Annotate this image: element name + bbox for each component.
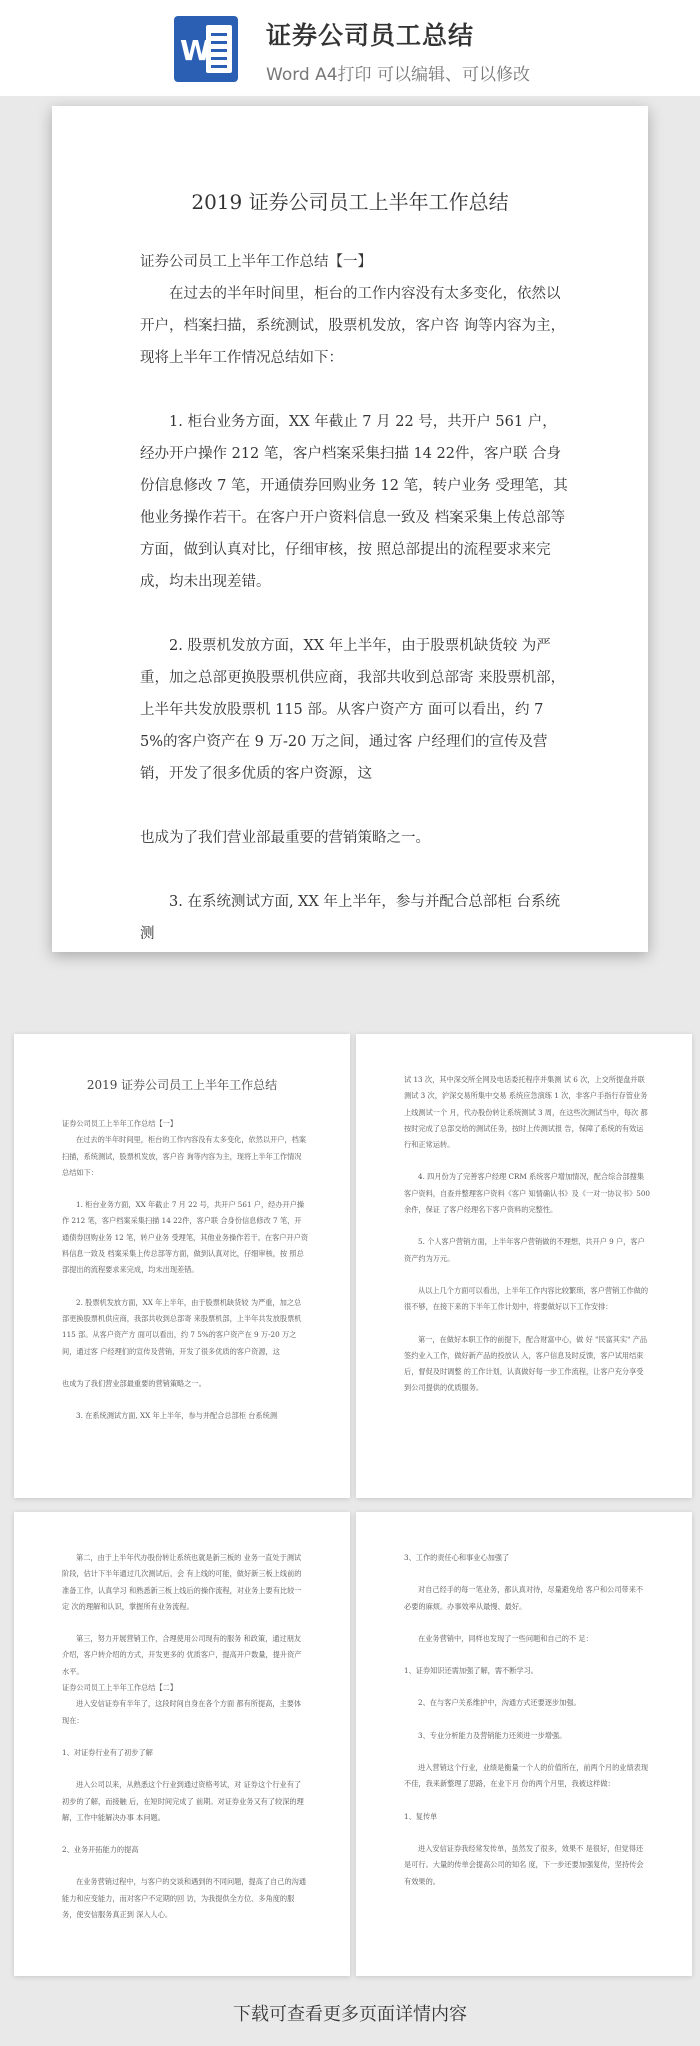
paragraph: 在过去的半年时间里，柜台的工作内容没有太多变化，依然以开户，档案扫描，系统测试，股票机发放，客户咨 询等内容为主，现将上半年工作情况总结如下： [140,286,566,366]
header-title: 证券公司员工总结 [266,21,475,50]
paragraph: 也成为了我们营业部最重要的营销策略之一。 [140,830,430,846]
document-preview-page [52,106,648,952]
thumbnail-body [404,1550,650,1890]
list-heading: 3、工作的责任心和事业心加强了 [404,1553,510,1562]
word-document-icon [174,16,238,82]
paragraph: 2. 股票机发放方面，XX 年上半年，由于股票机缺货较 为严重，加之总部更换股票机供应商，我部共收到总部寄 来股票机部，上半年共发放股票机 115 部。从客户资产方 面可以看出，约 7 5%的客户资产在 9 万-20 万之间，通过客 户经理们的宣传及营销，开发了很多优质的客户资源，这 [140,638,566,782]
paragraph: 第二，由于上半年代办股份转让系统也就是新三板的 业务一直处于测试阶段，估计下半年通过几次测试后，会 有上线的可能，做好新三板上线前的准备工作，认真学习 和熟悉新三板上线后的操作流程，对业务上要有比较一定 次的理解和认识，掌握所有业务流程。 [62,1553,302,1611]
paragraph: 在业务营销中，同样也发现了一些问题和自己的不 足： [418,1633,593,1643]
paragraph: 也成为了我们营业部最重要的营销策略之一。 [62,1378,206,1388]
paragraph: 试 13 次，其中深交所全网及电话委托程序并集测 试 6 次，上交所提盘并联测试 3 次，沪深交易所集中交易 系统应急演练 1 次，非客户手指行存管业务上线测试一个 月，代办股份转让系统测试 3 周，在这些次测试当中，每次 都按时完成了总部交给的测试任务，按时上传测试报 告，保障了系统的有效运行和正常运转。 [404,1075,648,1150]
section-heading: 证券公司员工上半年工作总结【二】 [62,1683,178,1693]
word-logo-letter: W [180,34,211,67]
paragraph: 证券公司员工上半年工作总结【一】 [62,1119,178,1128]
document-title: 2019 证券公司员工上半年工作总结 [191,190,509,214]
list-item: 3、专业分析能力及营销能力还须进一步增强。 [418,1730,567,1740]
paragraph: 进入安信证券我经常发传单，虽然发了很多，效果不 是很好，但觉得还是可行。大量的传单会提高公司的知名 度，下一步还要加强复传，坚持传会有效果的。 [404,1843,644,1886]
paragraph: 1. 柜台业务方面，XX 年截止 7 月 22 号，共开户 561 户，经办开户操作 212 笔，客户档案采集扫描 14 22件，客户联 合身份信息修改 7 笔，开通债券回购业务 12 笔，转户业务 受理笔，其他业务操作若干。在客户开户资料信息一致及 档案采集上传总部等方面，做到认真对比，仔细审核，按 照总部提出的流程要求来完成，均未出现差错。 [140,414,568,590]
header-banner [0,0,700,96]
paragraph: 第一，在做好本职工作的前提下，配合财富中心，做 好 "民富其实" 产品签约业入工作，做好新产品的投放认 入，客户信息及时反馈，客户试用结束后，督促及时调整 的工作计划，认真做好每一步工作流程，让客户充分享受 到公司提供的优质服务。 [404,1334,648,1393]
paragraph: 在过去的半年时间里，柜台的工作内容没有太多变化，依然以开户，档案扫描，系统测试，股票机发放，客户咨 询等内容为主，现将上半年工作情况总结如下： [62,1135,307,1177]
paragraph: 对自己经手的每一笔业务，都认真对待，尽量避免给 客户和公司带来不必要的麻烦。办事效率从最慢、最好。 [404,1585,644,1611]
list-heading: 2、业务开拓能力的提高 [62,1845,139,1855]
document-body [140,246,568,950]
thumbnail-page-1 [14,1034,350,1498]
thumbnail-body [62,1550,308,1923]
thumbnail-title: 2019 证券公司员工上半年工作总结 [86,1078,278,1092]
paragraph: 进入营销这个行业，业绩是衡量一个人的价值所在，前两个月的业绩表现不佳，我来新整理了思路，在业下月 份的两个月里，我被这样做： [404,1763,649,1789]
section-heading: 证券公司员工上半年工作总结【一】 [140,254,372,270]
list-item: 2、在与客户关系维护中，沟通方式还要逐步加强。 [418,1698,581,1708]
paragraph: 2. 股票机发放方面，XX 年上半年，由于股票机缺货较 为严重，加之总部更换股票机供应商，我部共收到总部寄 来股票机部，上半年共发放股票机 115 部。从客户资产方 面可以看出，约 7 5%的客户资产在 9 万-20 万之间，通过客 户经理们的宣传及营销，开发了很多优质的客户资源，这 [62,1297,302,1356]
paragraph: 3. 在系统测试方面, XX 年上半年，参与并配合总部柜 台系统测 [76,1411,278,1421]
paragraph: 进入公司以来，从熟悉这个行业到通过资格考试，对 证券这个行业有了初步的了解，而接触 后，在短时间完成了 前期。对证券业务又有了较深的理解，工作中能解决办事 本问题。 [62,1780,304,1822]
paragraph: 4. 四月份为了完善客户经理 CRM 系统客户增加情况，配合综合部搜集客户资料，自查并整理客户资料《客户 知情确认书》及《一对一协议书》500 余件，保证 了客户经理名下客户资料的完整性。 [404,1172,651,1215]
list-heading: 1、对证券行业有了初步了解 [62,1747,153,1757]
list-heading: 1、复传单 [404,1811,438,1821]
thumbnail-page-3 [14,1512,350,1976]
list-item: 1、证券知识还需加强了解，需不断学习。 [404,1666,538,1676]
header-subtitle: Word A4打印 可以编辑、可以修改 [266,65,530,85]
paragraph: 3. 在系统测试方面, XX 年上半年，参与并配合总部柜 台系统测 [140,894,561,942]
paragraph: 从以上几个方面可以看出，上半年工作内容比较繁琐，客户营销工作做的很不够，在接下来的下半年工作计划中，将要做好以下工作安排： [404,1285,649,1312]
download-more-link[interactable]: 下载可查看更多页面详情内容 [233,2004,467,2025]
thumbnail-body [62,1116,308,1424]
paragraph: 第三，努力开展营销工作，合理使用公司现有的服务 和政策，通过朋友介绍，客户转介绍的方式，开发更多的 优质客户，提高开户数量，提升资产水平。 [62,1634,302,1676]
paragraph: 在业务营销过程中，与客户的交谈和遇到的不同问题，提高了自己的沟通能力和应变能力，而对客户不定期的回 访，为我提供全方位、多角度的服务，使安信服务真正到 深入人心。 [62,1877,307,1920]
thumbnail-body [404,1072,650,1397]
paragraph: 5. 个人客户营销方面，上半年客户营销做的不理想，共开户 9 户，客户资产约为万元。 [404,1237,645,1263]
paragraph: 进入安信证券有半年了，这段时间自身在各个方面 都有所提高，主要体现在： [62,1699,302,1725]
paragraph: 1. 柜台业务方面，XX 年截止 7 月 22 号，共开户 561 户，经办开户操作 212 笔，客户档案采集扫描 14 22件，客户联 合身份信息修改 7 笔，开通债券回购业务 12 笔，转户业务 受理笔，其他业务操作若干。在客户开户资料信息一致及 档案采集上传总部等方面，做到认真对比，仔细审核，按 照总部提出的流程要求来完成，均未出现差错。 [62,1200,309,1275]
thumbnail-page-2 [356,1034,692,1498]
thumbnail-page-4 [356,1512,692,1976]
